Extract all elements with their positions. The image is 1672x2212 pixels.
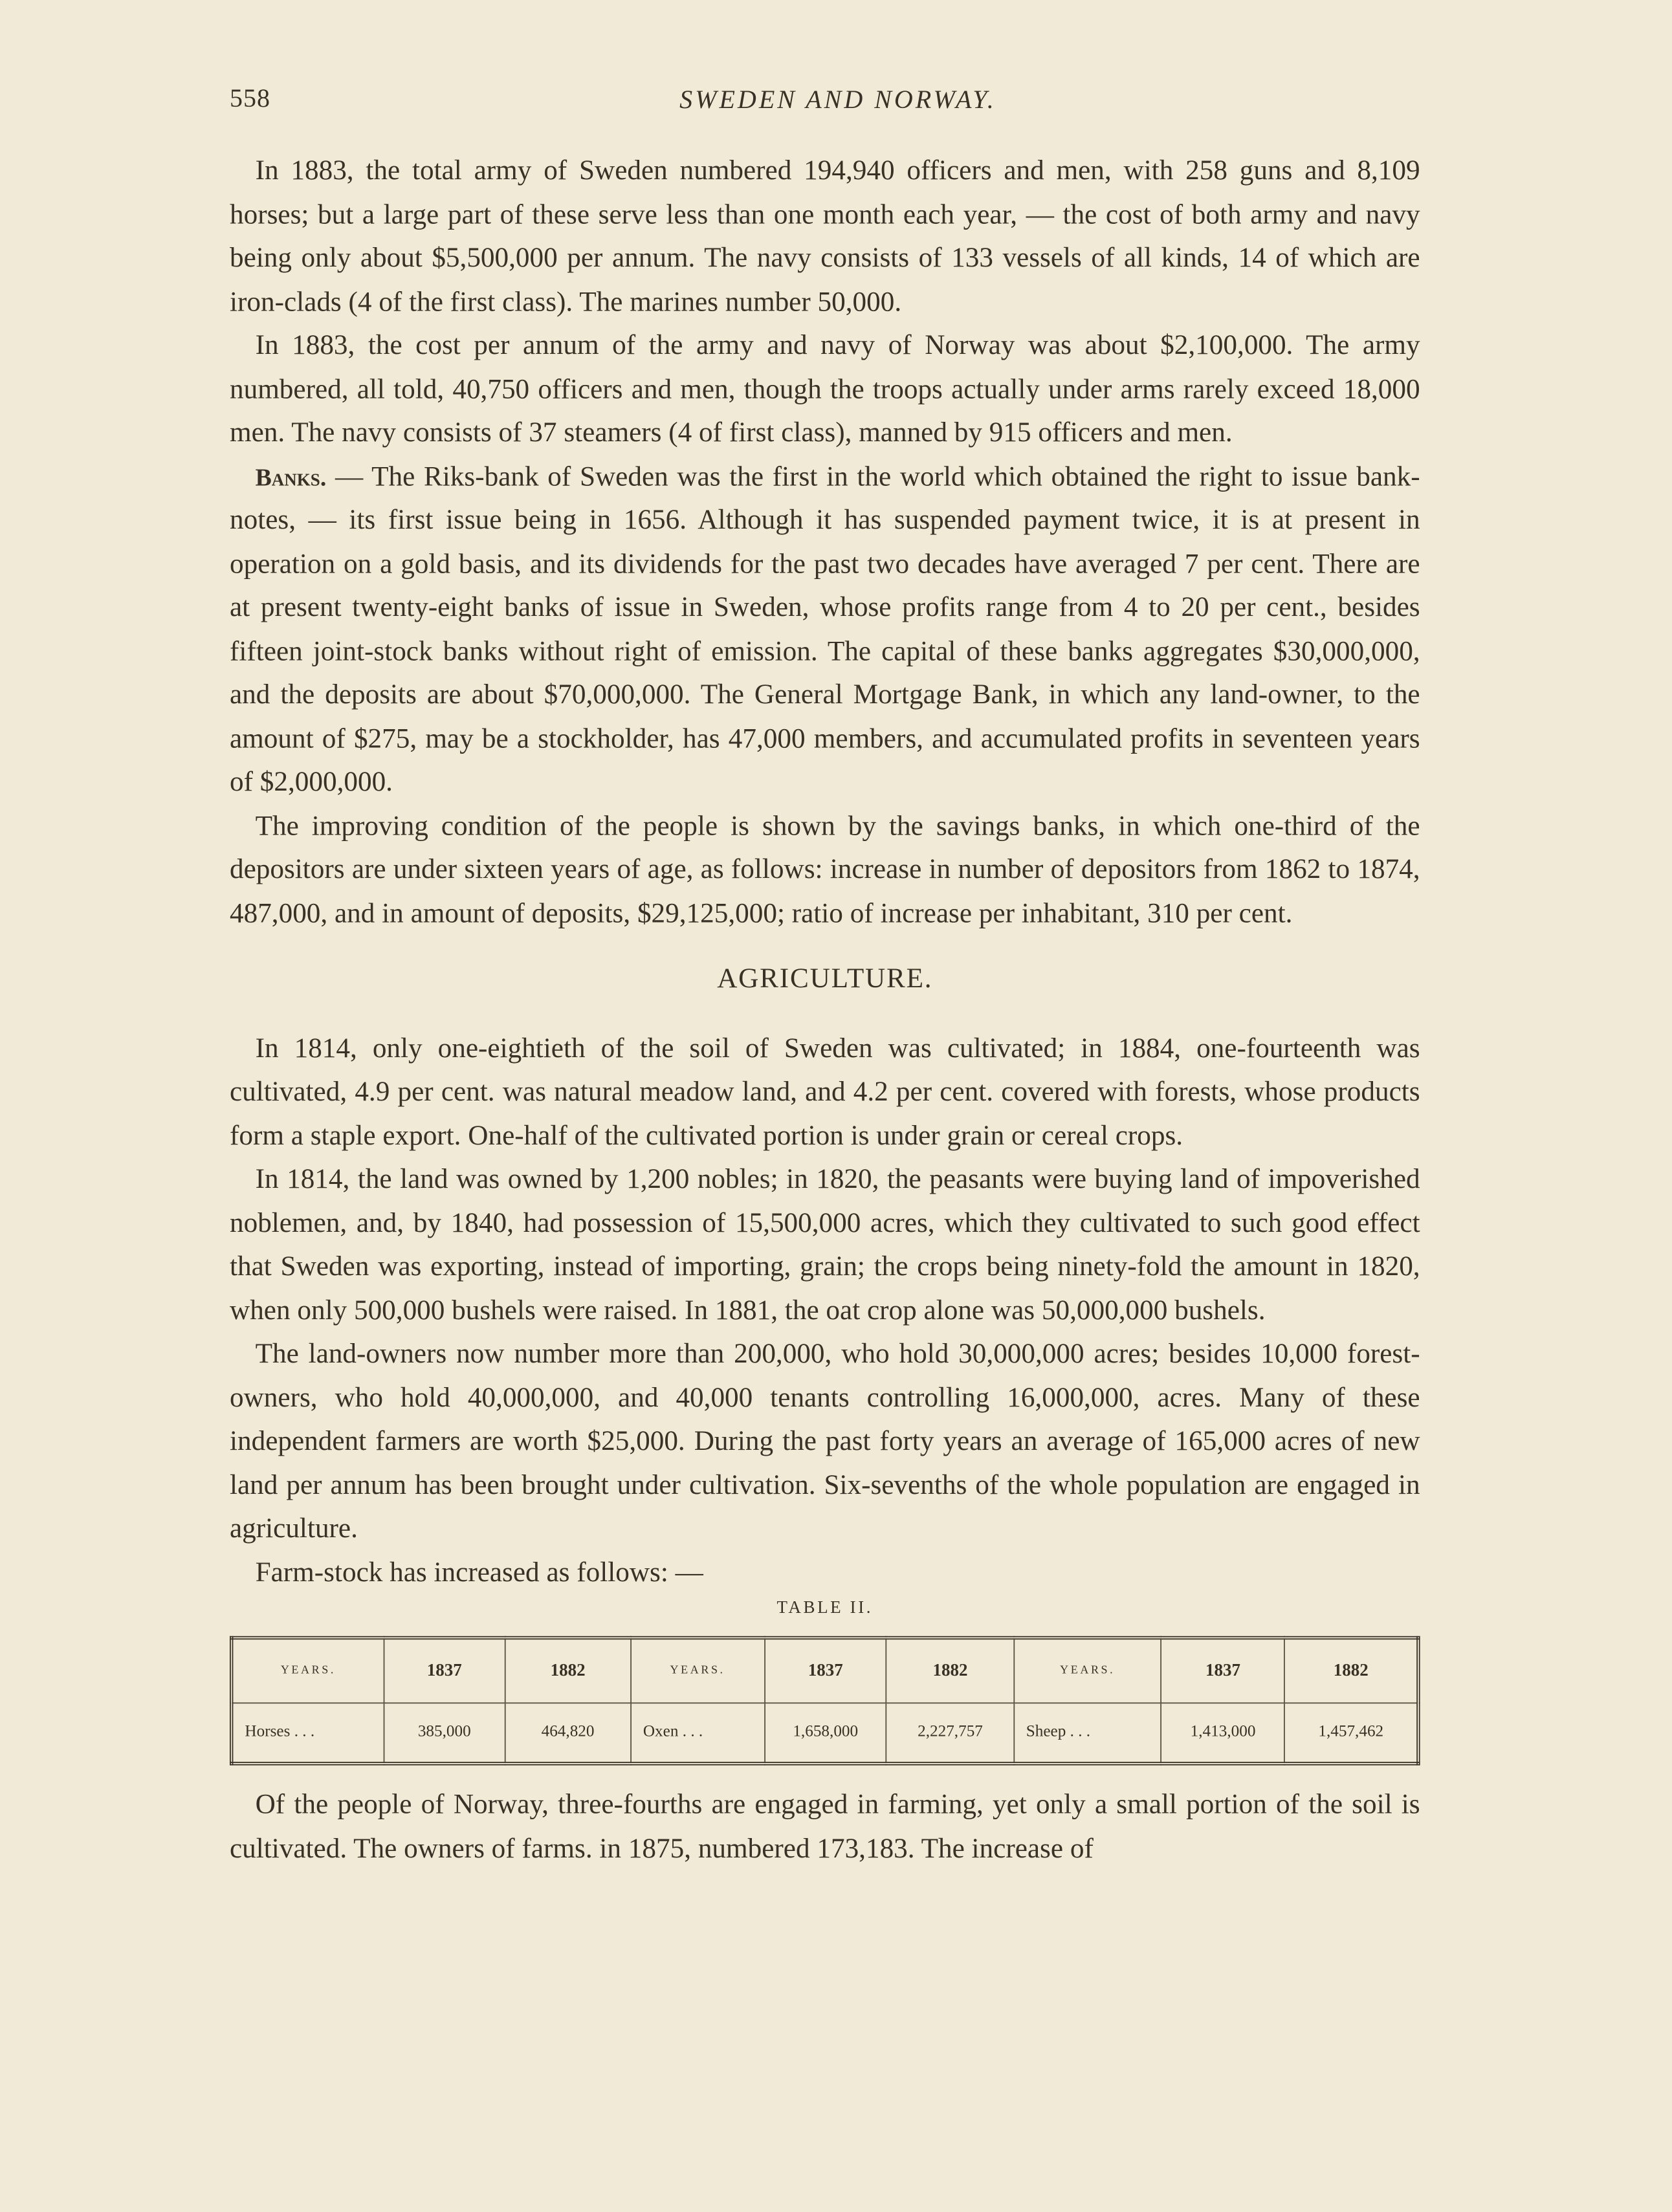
header-years: YEARS. — [232, 1638, 384, 1703]
paragraph-norway-farming: Of the people of Norway, three-fourths are engaged in farming, yet only a small portion of the soil is cultivated. The owners of farms. in 1875, numbered 173,183. The increase of — [230, 1790, 1420, 1864]
header-years: YEARS. — [631, 1638, 764, 1703]
table-row — [232, 1703, 1418, 1764]
paragraph-land-ownership: In 1814, the land was owned by 1,200 nobles; in 1820, the peasants were buying land of impoverished noblemen, and, by 1840, had possession of 15,500,000 acres, which they cultivated to such good effect that Sweden was exporting, instead of importing, grain; the crops being ninety-fold the amount in 1820, when only 500,000 bushels were raised. In 1881, the oat crop alone was 50,000,000 bushels. — [230, 1164, 1420, 1326]
header-years: YEARS. — [1014, 1638, 1161, 1703]
table-header-row — [232, 1638, 1418, 1703]
paragraph-land-owners: The land-owners now number more than 200,000, who hold 30,000,000 acres; besides 10,000 forest-owners, who hold 40,000,000, and 40,000 tenants controlling 16,000,000, acres. Many of these independent farmers are worth $25,000. During the past forty years an average of 165,000 acres of new land per annum has been brought under cultivation. Six-sevenths of the whole population are engaged in agriculture. — [230, 1339, 1420, 1544]
header-year-1837: 1837 — [1161, 1638, 1285, 1703]
paragraph-farm-stock-intro: Farm-stock has increased as follows: — — [255, 1557, 703, 1588]
paragraph-army-sweden: In 1883, the total army of Sweden numbered 194,940 officers and men, with 258 guns and 8,109 horses; but a large part of these serve less than one month each year, — the cost of both army and navy being only about $5,500,000 per annum. The navy consists of 133 vessels of all kinds, 14 of which are iron-clads (4 of the first class). The marines number 50,000. — [230, 156, 1420, 318]
cell-oxen-1882: 2,227,757 — [886, 1703, 1014, 1764]
page-number: 558 — [230, 83, 270, 113]
banks-text: — The Riks-bank of Sweden was the first in the world which obtained the right to issue bank-notes, — its first issue being in 1656. Although it has suspended payment twice, it is at present in operation on a gold basis, and its dividends for the past two decades have averaged 7 per cent. There are at present twenty-eight banks of issue in Sweden, whose profits range from 4 to 20 per cent., besides fifteen joint-stock banks without right of emission. The capital of these banks aggregates $30,000,000, and the deposits are about $70,000,000. The General Mortgage Bank, in which any land-owner, to the amount of $275, may be a stockholder, has 47,000 members, and accumulated profits in seventeen years of $2,000,000. — [230, 461, 1420, 798]
banks-lead: Banks. — [255, 463, 327, 491]
paragraph-cultivation: In 1814, only one-eightieth of the soil of Sweden was cultivated; in 1884, one-fourteenth was cultivated, 4.9 per cent. was natural meadow land, and 4.2 per cent. covered with forests, whose products form a staple export. One-half of the cultivated portion is under grain or cereal crops. — [230, 1033, 1420, 1152]
farm-stock-table — [230, 1636, 1420, 1766]
cell-sheep-1882: 1,457,462 — [1284, 1703, 1418, 1764]
paragraph-banks — [230, 456, 1420, 805]
header-year-1837: 1837 — [764, 1638, 886, 1703]
running-title: SWEDEN AND NORWAY. — [679, 85, 996, 114]
section-heading-agriculture: AGRICULTURE. — [717, 964, 933, 994]
paragraph-army-norway: In 1883, the cost per annum of the army and navy of Norway was about $2,100,000. The army numbered, all told, 40,750 officers and men, though the troops actually under arms rarely exceed 18,000 men. The navy consists of 37 steamers (4 of first class), manned by 915 officers and men. — [230, 331, 1420, 448]
cell-horses-label: Horses . . . — [232, 1703, 384, 1764]
cell-sheep-1837: 1,413,000 — [1161, 1703, 1285, 1764]
cell-horses-1837: 385,000 — [384, 1703, 505, 1764]
table-caption: TABLE II. — [776, 1599, 874, 1617]
cell-sheep-label: Sheep . . . — [1014, 1703, 1161, 1764]
header-year-1837: 1837 — [384, 1638, 505, 1703]
cell-oxen-1837: 1,658,000 — [764, 1703, 886, 1764]
header-year-1882: 1882 — [1284, 1638, 1418, 1703]
paragraph-savings-banks: The improving condition of the people is shown by the savings banks, in which one-third of the depositors are under sixteen years of age, as follows: increase in number of depositors from 1862 to 1874, 487,000, and in amount of deposits, $29,125,000; ratio of increase per inhabitant, 310 per cent. — [230, 811, 1420, 929]
cell-oxen-label: Oxen . . . — [631, 1703, 764, 1764]
page-body — [230, 150, 1420, 1871]
cell-horses-1882: 464,820 — [505, 1703, 631, 1764]
header-year-1882: 1882 — [505, 1638, 631, 1703]
header-year-1882: 1882 — [886, 1638, 1014, 1703]
